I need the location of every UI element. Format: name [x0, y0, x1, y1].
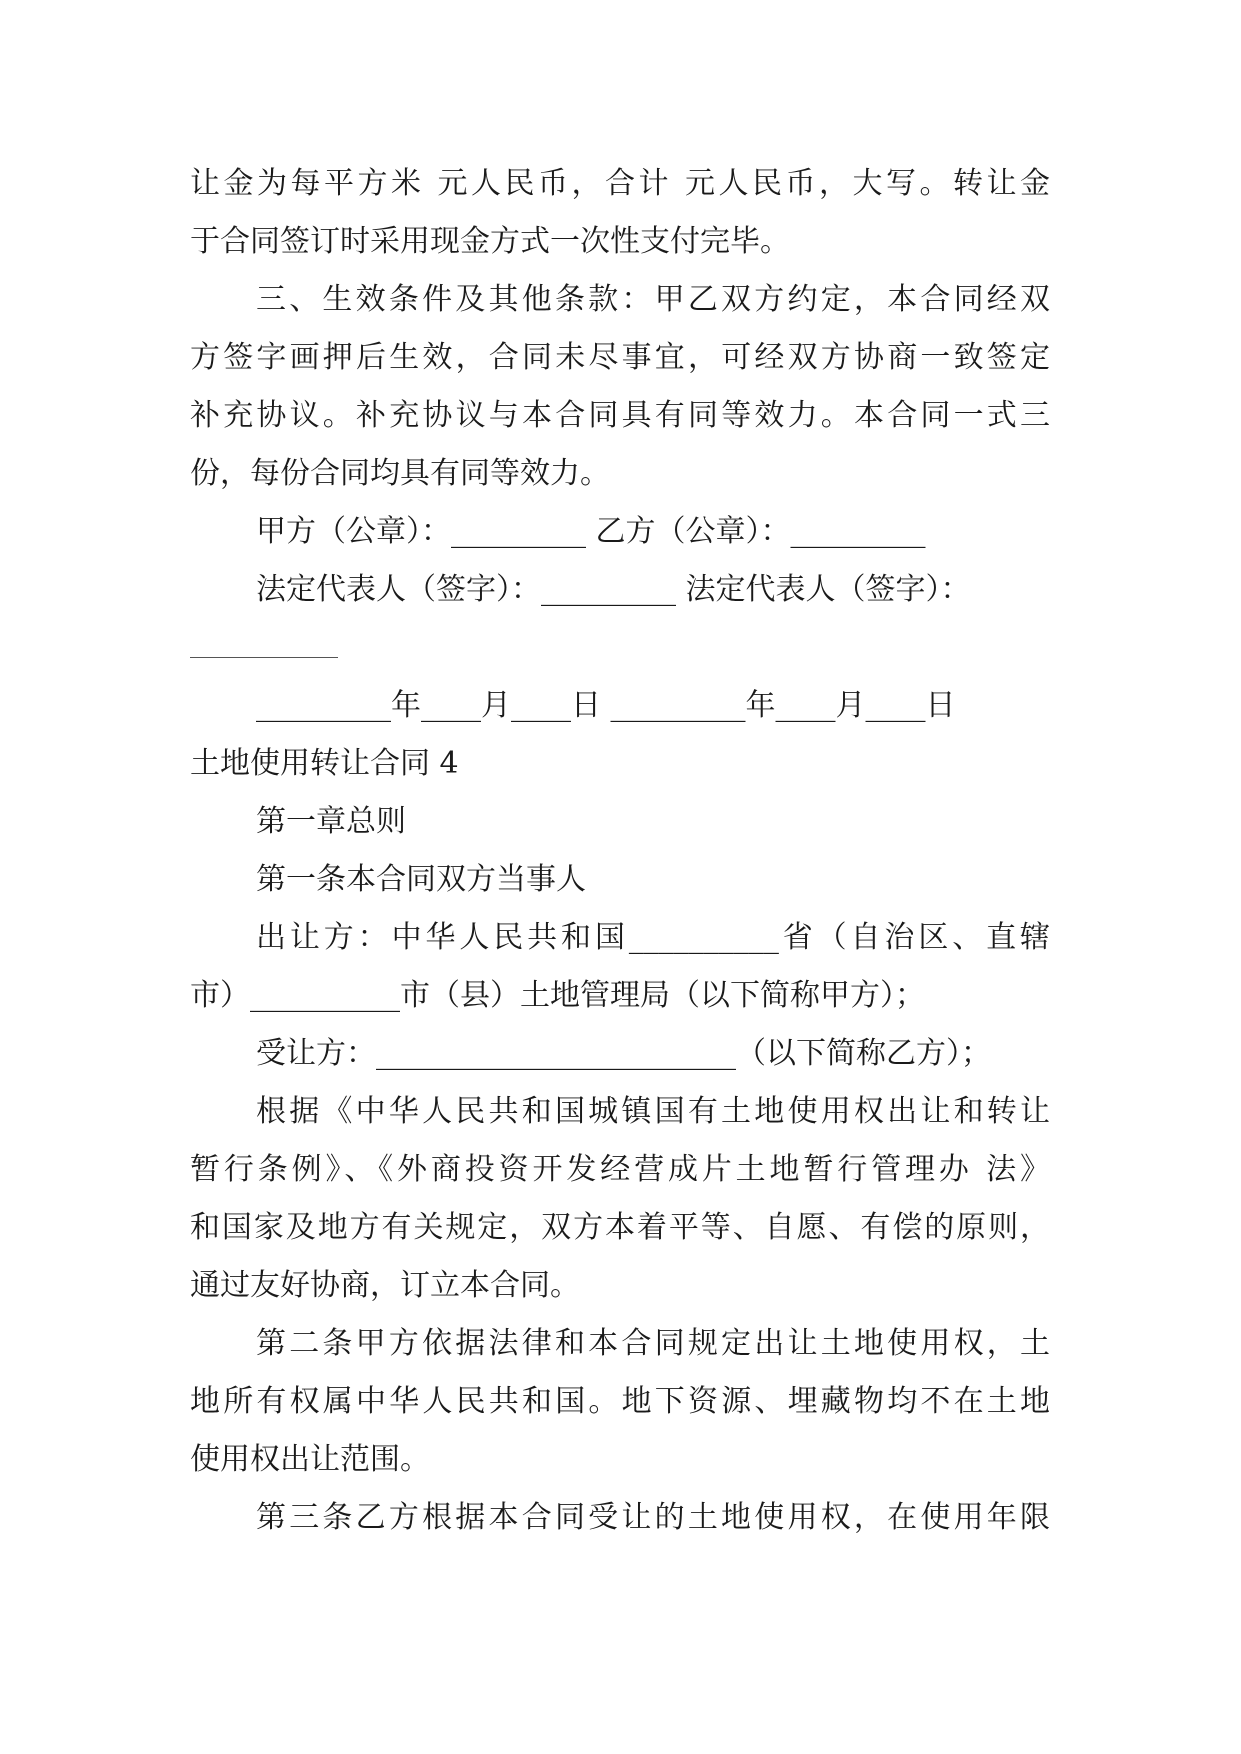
text-line: 让金为每平方米 元人民币，合计 元人民币，大写。转让金	[190, 166, 1050, 201]
paragraph-start: 根据《中华人民共和国城镇国有土地使用权出让和转让	[256, 1094, 1050, 1129]
text-line: 补充协议。补充协议与本合同具有同等效力。本合同一式三	[190, 398, 1050, 433]
chapter-heading: 第一章总则	[256, 804, 406, 839]
text-line: 方签字画押后生效，合同未尽事宜，可经双方协商一致签定	[190, 340, 1050, 375]
text-line: 暂行条例》、《外商投资开发经营成片土地暂行管理办 法》	[190, 1152, 1050, 1187]
paragraph-start: 出让方：中华人民共和国__________省（自治区、直辖	[256, 920, 1050, 955]
signature-blank	[190, 619, 1050, 677]
text-line: 通过友好协商，订立本合同。	[190, 1268, 580, 1303]
signature-line-seal: 甲方（公章）：_________ 乙方（公章）：_________	[256, 514, 926, 549]
text-line: 使用权出让范围。	[190, 1442, 430, 1477]
text-line: 和国家及地方有关规定，双方本着平等、自愿、有偿的原则，	[190, 1210, 1050, 1245]
signature-line-representative: 法定代表人（签字）：_________ 法定代表人（签字）：	[256, 572, 971, 607]
date-line: _________年____月____日 _________年____月____日	[256, 688, 956, 723]
paragraph-start: 受让方：________________________（以下简称乙方）；	[256, 1036, 991, 1071]
text-line: 于合同签订时采用现金方式一次性支付完毕。	[190, 224, 790, 259]
document-page	[190, 155, 1050, 1547]
article-heading: 第一条本合同双方当事人	[256, 862, 586, 897]
section-title: 土地使用转让合同 4	[190, 746, 459, 781]
text-line: 市）__________市（县）土地管理局（以下简称甲方）；	[190, 978, 925, 1013]
text-line: 份，每份合同均具有同等效力。	[190, 456, 610, 491]
paragraph-start: 第三条乙方根据本合同受让的土地使用权，在使用年限	[256, 1500, 1050, 1535]
text-line: 地所有权属中华人民共和国。地下资源、埋藏物均不在土地	[190, 1384, 1050, 1419]
paragraph-start: 第二条甲方依据法律和本合同规定出让土地使用权，土	[256, 1326, 1050, 1361]
paragraph-start: 三、生效条件及其他条款：甲乙双方约定，本合同经双	[256, 282, 1050, 317]
